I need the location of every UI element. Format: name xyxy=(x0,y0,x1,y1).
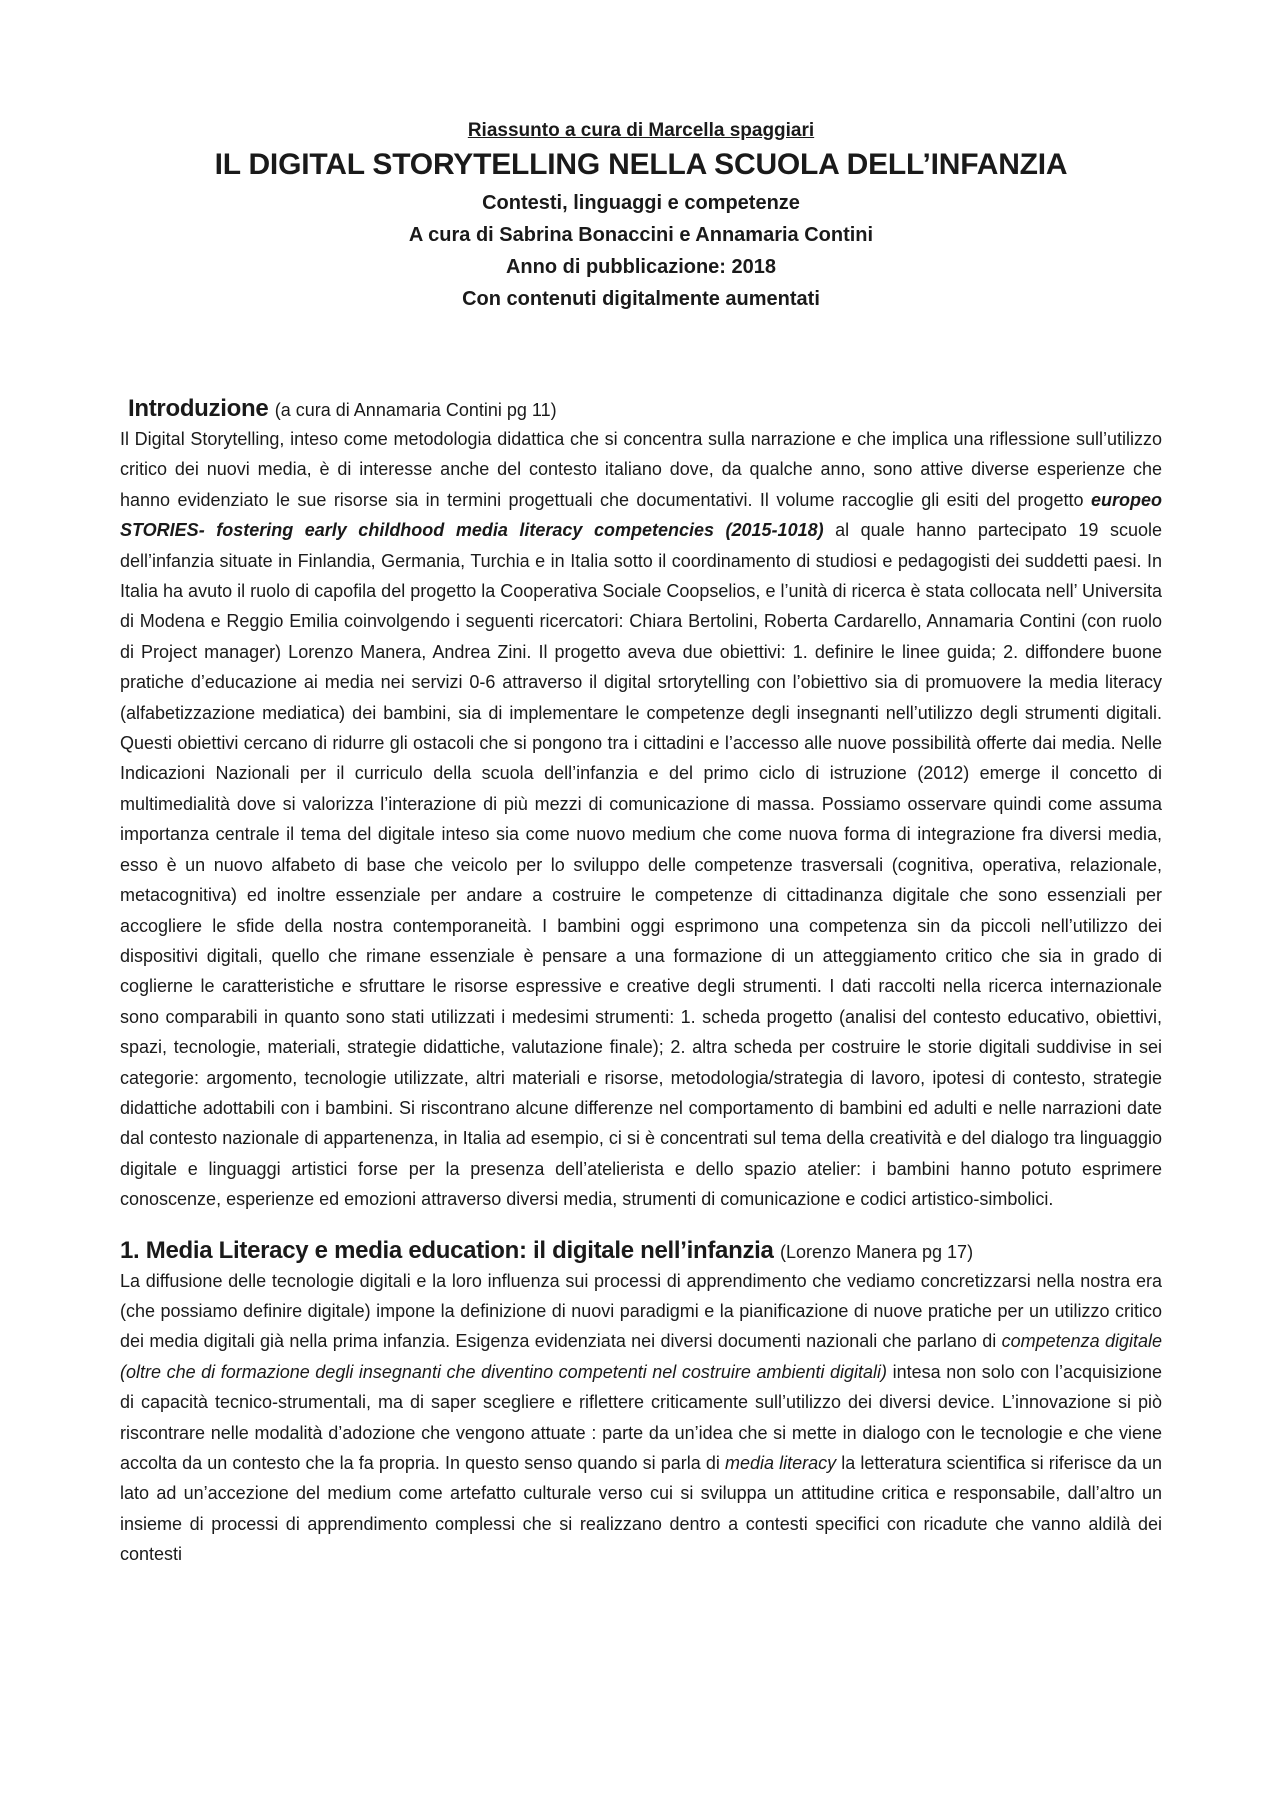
intro-heading-note: (a cura di Annamaria Contini pg 11) xyxy=(274,400,557,420)
section-1-heading-note: (Lorenzo Manera pg 17) xyxy=(779,1241,974,1262)
intro-project-name: europeo STORIES- fostering early childhood media literacy competencies (2015-1018) xyxy=(120,489,1162,541)
section-1-italic-competenza: competenza digitale (oltre che di formazione degli insegnanti che diventino competenti nel costruire ambienti digitali) xyxy=(120,1331,1162,1382)
digital-content-note: Con contenuti digitalmente aumentati xyxy=(462,288,820,310)
section-1-heading xyxy=(120,1237,1162,1265)
document-header xyxy=(120,120,1162,311)
publication-year: Anno di pubblicazione: 2018 xyxy=(505,256,777,278)
intro-text-part-1: Il Digital Storytelling, inteso come metodologia didattica che si concentra sulla narrazione e che implica una riflessione sull’utilizzo critico dei nuovi media, è di interesse anche del contesto italiano dove, da qualche anno, sono attive diverse esperienze che hanno evidenziato le sue risorse sia in termini progettuali che documentativi. Il volume raccoglie gli esiti del progetto xyxy=(120,429,1162,510)
section-1-text-part-1: La diffusione delle tecnologie digitali e la loro influenza sui processi di apprendimento che vediamo concretizzarsi nella nostra era (che possiamo definire digitale) impone la definizione di nuovi paradigmi e la pianificazione di nuove pratiche per un utilizzo critico dei media digitali già nella prima infanzia. Esigenza evidenziata nei diversi documenti nazionali che parlano di xyxy=(120,1270,1162,1352)
document-subtitle: Contesti, linguaggi e competenze xyxy=(482,192,800,214)
section-1-text-part-3: la letteratura scientifica si riferisce da un lato ad un’accezione del medium come artefatto culturale verso cui si sviluppa un attitudine critica e responsabile, dall’altro un insieme di processi di apprendimento complessi che si realizzano dentro a contesti specifici con ricadute che vanno aldilà dei contesti xyxy=(120,1453,1162,1565)
intro-paragraph xyxy=(120,424,1162,1215)
intro-heading xyxy=(120,395,1162,423)
intro-heading-title: Introduzione xyxy=(128,395,269,422)
document-title: IL DIGITAL STORYTELLING NELLA SCUOLA DELL’INFANZIA xyxy=(214,148,1068,181)
section-1-italic-media-literacy: media literacy xyxy=(724,1453,837,1473)
section-1-text-part-2: intesa non solo con l’acquisizione di capacità tecnico-strumentali, ma di saper scegliere e riflettere criticamente sull’utilizzo dei diversi device. L’innovazione si piò riscontrare nelle modalità d’adozione che vengono attuate : parte da un’idea che si mette in dialogo con le tecnologie e che viene accolta da un contesto che la fa propria. In questo senso quando si parla di xyxy=(120,1361,1163,1473)
section-1-paragraph xyxy=(120,1266,1162,1570)
intro-text-part-2: al quale hanno partecipato 19 scuole dell’infanzia situate in Finlandia, Germania, Turchia e in Italia sotto il coordinamento di studiosi e pedagogisti dei suddetti paesi. In Italia ha avuto il ruolo di capofila del progetto la Cooperativa Sociale Coopselios, e l’unità di ricerca è stata collocata nell’ Universita di Modena e Reggio Emilia coinvolgendo i seguenti ricercatori: Chiara Bertolini, Roberta Cardarello, Annamaria Contini (con ruolo di Project manager) Lorenzo Manera, Andrea Zini. Il progetto aveva due obiettivi: 1. definire le linee guida; 2. diffondere buone pratiche d’educazione ai media nei servizi 0-6 attraverso il digital srtorytelling con l’obiettivo sia di promuovere la media literacy (alfabetizzazione mediatica) dei bambini, sia di implementare le competenze degli insegnanti nell’utilizzo degli strumenti digitali. Questi obiettivi cercano di ridurre gli ostacoli che si pongono tra i cittadini e l’accesso alle nuove possibilità offerte dai media. Nelle Indicazioni Nazionali per il curriculo della scuola dell’infanzia e del primo ciclo di istruzione (2012) emerge il concetto di multimedialità dove si valorizza l’interazione di più mezzi di comunicazione di massa. Possiamo osservare quindi come assuma importanza centrale il tema del digitale inteso sia come nuovo medium che come nuova forma di integrazione fra diversi media, esso è un nuovo alfabeto di base che veicolo per lo sviluppo delle competenze trasversali (cognitiva, operativa, relazionale, metacognitiva) ed inoltre essenziale per andare a costruire le competenze di cittadinanza digitale che sono essenziali per accogliere le sfide della nostra contemporaneità. I bambini oggi esprimono una competenza sin da piccoli nell’utilizzo dei dispositivi digitali, quello che rimane essenziale è pensare a una formazione di un atteggiamento critico che sia in grado di coglierne le caratteristiche e sfruttare le risorse espressive e creative degli strumenti. I dati raccolti nella ricerca internazionale sono comparabili in quanto sono stati utilizzati i medesimi strumenti: 1. scheda progetto (analisi del contesto educativo, obiettivi, spazi, tecnologie, materiali, strategie didattiche, valutazione finale); 2. altra scheda per costruire le storie digitali suddivise in sei categorie: argomento, tecnologie utilizzate, altri materiali e risorse, metodologia/strategia di lavoro, ipotesi di contesto, strategie didattiche adottabili con i bambini. Si riscontrano alcune differenze nel comportamento di bambini ed adulti e nelle narrazioni date dal contesto nazionale di appartenenza, in Italia ad esempio, ci si è concentrati sul tema della creatività e del dialogo tra linguaggio digitale e linguaggi artistici forse per la presenza dell’atelierista e dello spazio atelier: i bambini hanno potuto esprimere conoscenze, esperienze ed emozioni attraverso diversi media, strumenti di comunicazione e codici artistico-simbolici. xyxy=(120,520,1162,1210)
document-editors: A cura di Sabrina Bonaccini e Annamaria Contini xyxy=(408,224,874,246)
section-1-heading-title: 1. Media Literacy e media education: il digitale nell’infanzia xyxy=(120,1236,774,1264)
summary-credit: Riassunto a cura di Marcella spaggiari xyxy=(467,120,815,141)
